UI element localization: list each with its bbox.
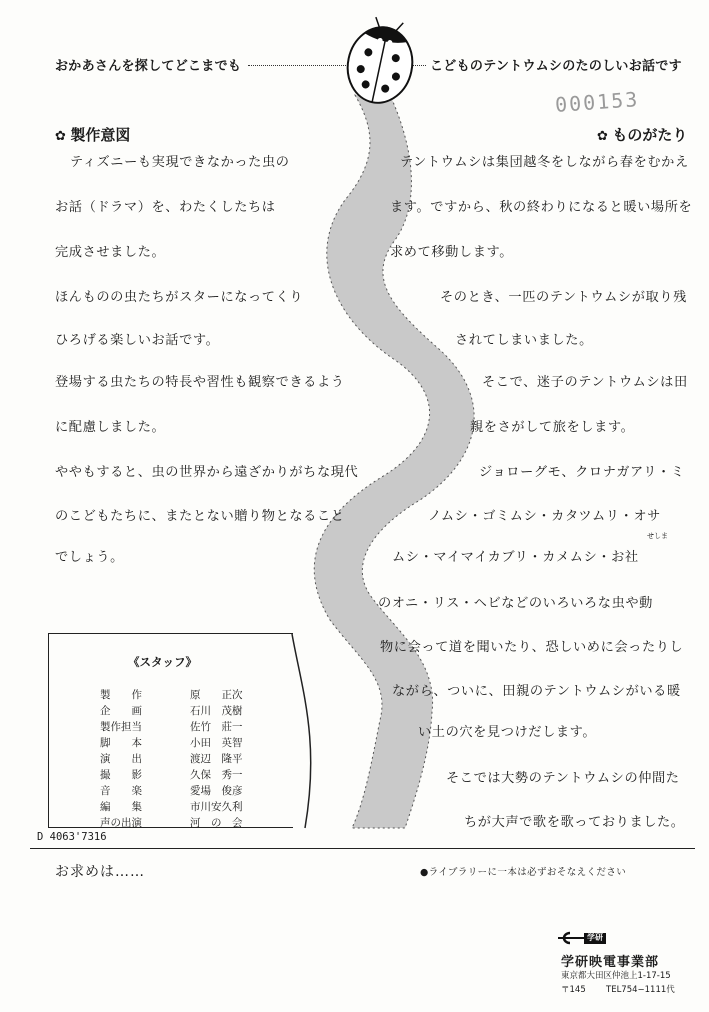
production-intent-heading: ✿ 製作意図	[55, 126, 131, 144]
story-line: ムシ・マイマイカブリ・カメムシ・お社	[392, 550, 639, 565]
flower-bullet-icon: ✿	[597, 129, 613, 144]
staff-role: 音 楽	[100, 785, 142, 797]
story-line: ジョローグモ、クロナガアリ・ミ	[479, 465, 685, 480]
intent-line: ほんものの虫たちがスターになってくり	[55, 290, 304, 305]
intent-line: お話（ドラマ）を、わたくしたちは	[55, 200, 276, 215]
story-line: い土の穴を見つけだします。	[418, 725, 597, 740]
intent-line: ややもすると、虫の世界から遠ざかりがちな現代	[55, 465, 359, 480]
story-line: そこでは大勢のテントウムシの仲間た	[446, 771, 680, 786]
story-line: そこで、迷子のテントウムシは田	[482, 375, 688, 390]
story-line: ノムシ・ゴミムシ・カタツムリ・オサ	[428, 509, 661, 524]
company-address: 東京都大田区仲池上1-17-15	[561, 971, 671, 981]
company-name: 学研映電事業部	[561, 955, 660, 970]
intent-line: 登場する虫たちの特長や習性も観察できるよう	[55, 375, 345, 390]
story-line: のオニ・リス・ヘビなどのいろいろな虫や動	[378, 596, 653, 611]
intent-line: ティズニーも実現できなかった虫の	[70, 155, 290, 170]
staff-role: 撮 影	[100, 769, 142, 781]
postal-code: 〒145	[561, 985, 586, 995]
handwritten-number: 000153	[554, 87, 640, 117]
staff-role: 脚 本	[100, 737, 142, 749]
staff-box-curved-edge	[280, 630, 350, 830]
library-note: ●ライブラリーに一本は必ずおそなえください	[420, 867, 627, 878]
staff-role: 企 画	[100, 705, 142, 717]
gakken-logo-icon: 学研	[556, 930, 608, 946]
staff-role: 声の出演	[100, 817, 142, 829]
staff-name: 市川安久利	[190, 801, 243, 813]
story-line: されてしまいました。	[455, 333, 593, 348]
staff-role: 製 作	[100, 689, 142, 701]
staff-name: 愛場 俊彦	[190, 785, 243, 797]
staff-role: 演 出	[100, 753, 142, 765]
staff-name: 久保 秀一	[190, 769, 243, 781]
staff-name: 石川 茂樹	[190, 705, 243, 717]
staff-role: 製作担当	[100, 721, 142, 733]
right-tagline: こどものテントウムシのたのしいお話です	[430, 59, 682, 74]
intent-line: に配慮しました。	[55, 420, 166, 435]
story-line: そのとき、一匹のテントウムシが取り残	[440, 290, 687, 305]
staff-title: 《スタッフ》	[128, 655, 197, 669]
staff-name: 河 の 会	[190, 817, 243, 829]
intent-line: のこどもたちに、またとない贈り物となること	[55, 509, 345, 524]
ladybug-icon	[341, 13, 421, 108]
flower-bullet-icon: ✿	[55, 129, 71, 144]
story-heading: ✿ ものがたり	[597, 126, 688, 144]
story-line: 物に会って道を聞いたり、恐しいめに会ったりし	[380, 640, 684, 655]
footer-divider	[30, 848, 695, 849]
story-line: ながら、ついに、田親のテントウムシがいる暖	[392, 684, 681, 699]
catalog-code: D 4063'7316	[37, 831, 107, 843]
left-tagline: おかあさんを探してどこまでも	[55, 59, 242, 74]
story-line: ちが大声で歌を歌っておりました。	[464, 815, 685, 830]
staff-role: 編 集	[100, 801, 142, 813]
staff-name: 渡辺 隆平	[190, 753, 243, 765]
staff-name: 小田 英智	[190, 737, 243, 749]
order-text: お求めは……	[55, 864, 145, 880]
story-line: 親をさがして旅をします。	[470, 420, 635, 435]
story-line: 求めて移動します。	[390, 245, 514, 260]
ruby-annotation: せしま	[647, 532, 668, 540]
staff-name: 原 正次	[190, 689, 243, 701]
intent-line: ひろげる楽しいお話です。	[55, 333, 220, 348]
telephone: TEL754−1111代	[606, 985, 675, 995]
intent-line: 完成させました。	[55, 245, 166, 260]
intent-line: でしょう。	[55, 550, 124, 565]
story-line: ます。ですから、秋の終わりになると暖い場所を	[390, 200, 693, 215]
story-line: テントウムシは集団越冬をしながら春をむかえ	[400, 155, 689, 170]
staff-name: 佐竹 莊一	[190, 721, 243, 733]
